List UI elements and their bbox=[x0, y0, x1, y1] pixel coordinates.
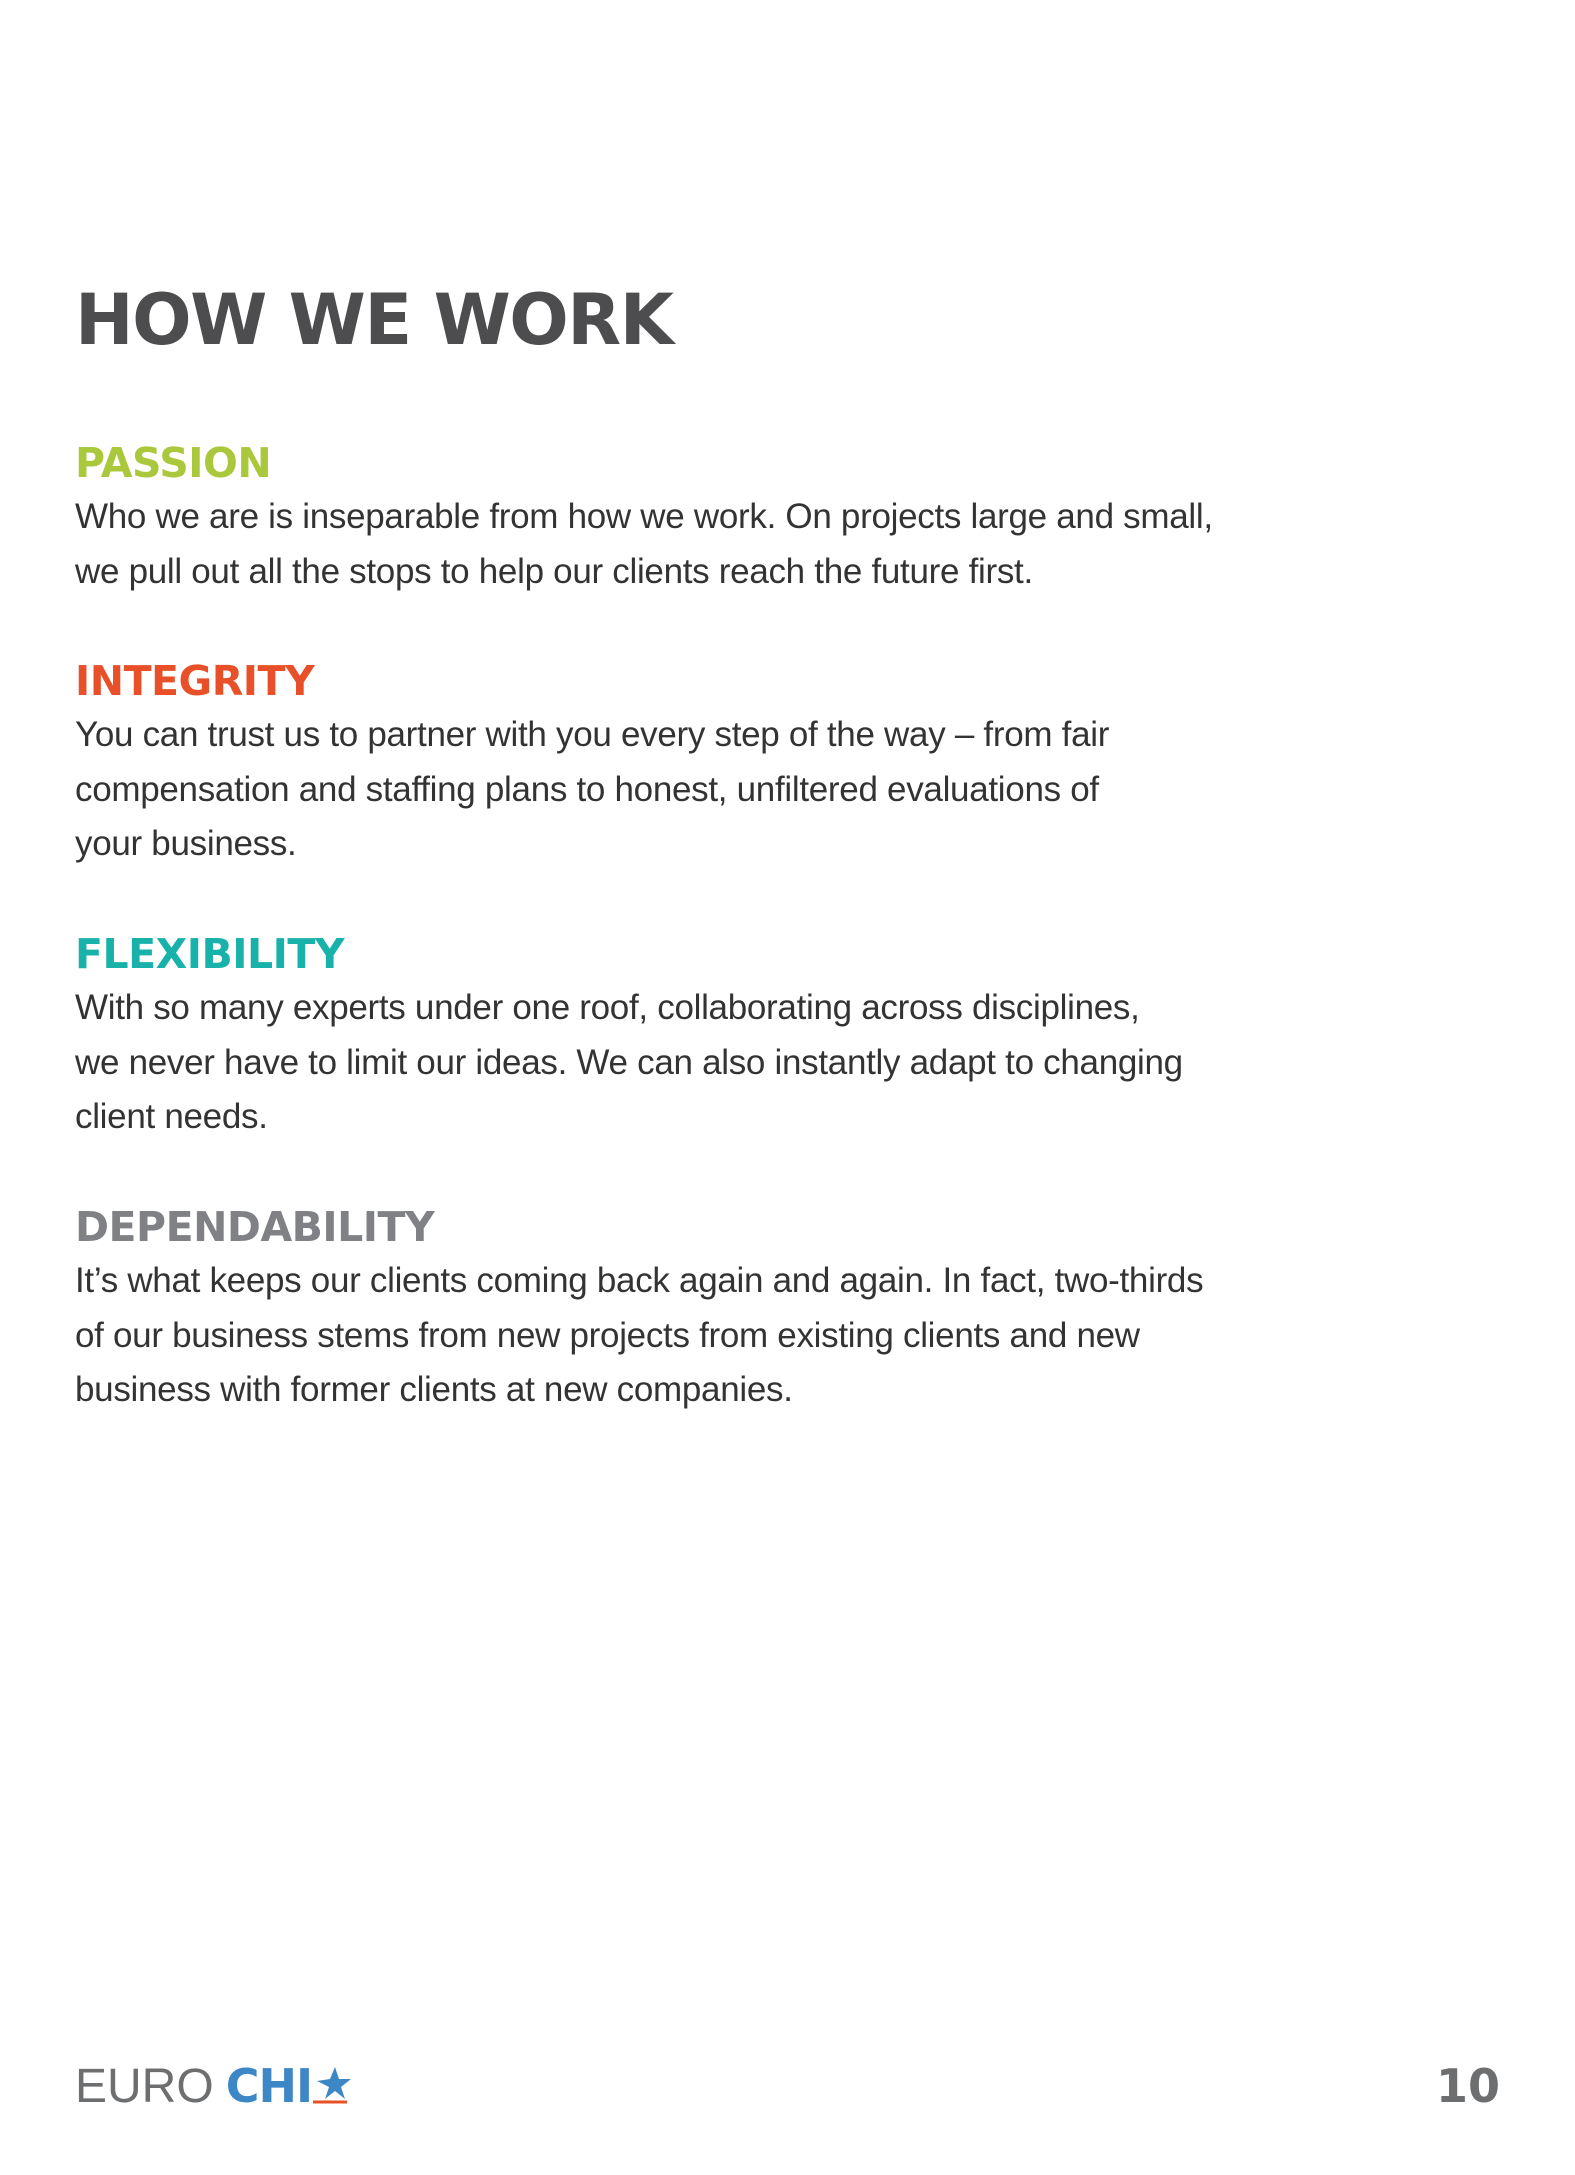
footer-logo bbox=[75, 2058, 353, 2114]
page-title: HOW WE WORK bbox=[75, 279, 673, 361]
body-line: your business. bbox=[75, 824, 297, 863]
section-heading-passion: PASSION bbox=[75, 439, 272, 487]
section-integrity bbox=[75, 656, 1275, 872]
body-line: Who we are is inseparable from how we work. On projects large and small, bbox=[75, 497, 1213, 536]
logo-euro-text: EURO bbox=[75, 2059, 214, 2113]
body-line: compensation and staffing plans to honest, unfiltered evaluations of bbox=[75, 769, 1099, 809]
section-passion bbox=[75, 438, 1275, 599]
body-line: we pull out all the stops to help our clients reach the future first. bbox=[75, 551, 1033, 591]
section-body-dependability bbox=[75, 1254, 1275, 1418]
section-body-flexibility bbox=[75, 981, 1275, 1145]
page-number: 10 bbox=[1435, 2059, 1500, 2113]
section-body-passion bbox=[75, 490, 1275, 599]
logo-chi-text: CHI bbox=[225, 2059, 313, 2113]
section-heading-integrity: INTEGRITY bbox=[75, 657, 315, 705]
star-icon-shape bbox=[317, 2067, 351, 2099]
body-line: It’s what keeps our clients coming back again and again. In fact, two-thirds bbox=[75, 1261, 1204, 1300]
body-line: You can trust us to partner with you every step of the way – from fair bbox=[75, 715, 1110, 754]
body-line: business with former clients at new companies. bbox=[75, 1370, 793, 1409]
section-flexibility bbox=[75, 929, 1275, 1145]
section-body-integrity bbox=[75, 708, 1275, 872]
section-dependability bbox=[75, 1202, 1275, 1418]
section-heading-flexibility: FLEXIBILITY bbox=[75, 930, 345, 978]
section-heading-dependability: DEPENDABILITY bbox=[75, 1203, 435, 1251]
body-line: With so many experts under one roof, collaborating across disciplines, bbox=[75, 988, 1140, 1027]
star-icon bbox=[313, 2061, 353, 2107]
body-line: of our business stems from new projects from existing clients and new bbox=[75, 1315, 1140, 1355]
body-line: client needs. bbox=[75, 1097, 268, 1136]
body-line: we never have to limit our ideas. We can also instantly adapt to changing bbox=[75, 1042, 1183, 1082]
